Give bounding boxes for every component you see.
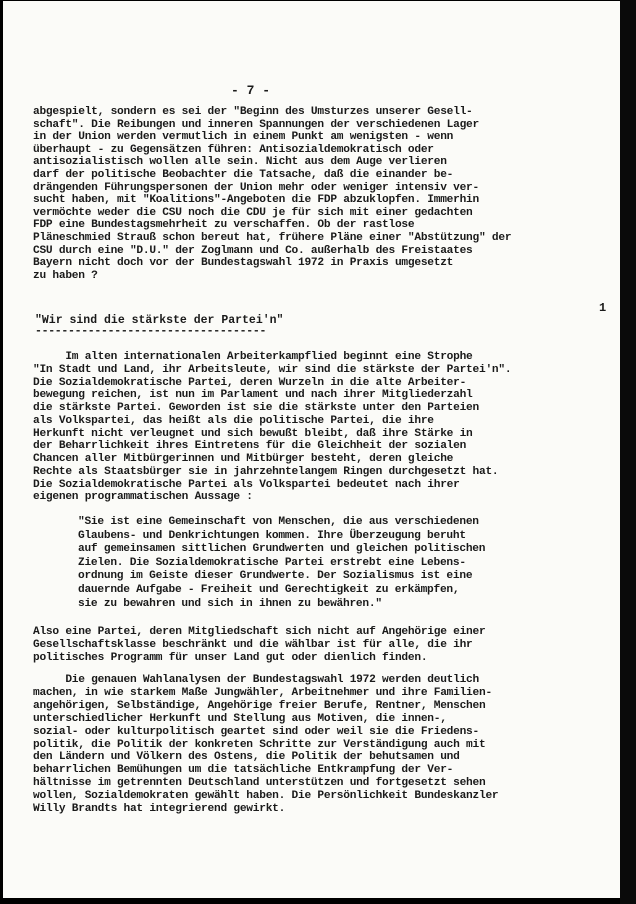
text-line: drängenden Führungspersonen der Union mehr oder weniger intensiv ver- — [33, 181, 479, 194]
text-line: antisozialistisch wollen alle sein. Nicht aus dem Auge verlieren — [33, 156, 447, 169]
text-line: zu haben ? — [33, 269, 98, 282]
text-line: vermöchte weder die CSU noch die CDU je für sich mit einer gedachten — [33, 206, 473, 219]
document-page — [3, 1, 620, 898]
section-heading: "Wir sind die stärkste der Partei'n" — [35, 314, 284, 327]
text-line: überhaupt - zu Gegensätzen führen: Antisozialdemokratisch oder — [33, 143, 434, 156]
text-line: Rechte als Staatsbürger sie in jahrzehntelangem Ringen durchgesetzt hat. — [33, 465, 499, 478]
text-line: Die Sozialdemokratische Partei als Volkspartei bedeutet nach ihrer — [33, 478, 460, 491]
text-line: ordnung im Geiste dieser Grundwerte. Der Sozialismus ist eine — [78, 570, 473, 583]
text-line: bewegung reichen, ist nun im Parlament und nach ihrer Mitgliederzahl — [33, 389, 473, 402]
text-line: eigenen programmatischen Aussage : — [33, 491, 253, 504]
text-line: Die Sozialdemokratische Partei, deren Wurzeln in die alte Arbeiter- — [33, 376, 467, 389]
text-line: CSU durch eine "D.U." der Zoglmann und Co. außerhalb des Freistaates — [33, 244, 473, 257]
scan-edge — [620, 0, 636, 904]
text-line: Pläneschmied Strauß schon bereut hat, frühere Pläne einer "Abstützung" der — [33, 232, 512, 244]
page-number: - 7 - — [231, 83, 271, 98]
text-line: politisches Programm für unser Land gut oder dienlich finden. — [33, 652, 428, 665]
heading-underline: ----------------------------------- — [35, 325, 267, 338]
text-line: "In Stadt und Land, ihr Arbeitsleute, wir sind die stärkste der Partei'n". — [33, 363, 512, 376]
text-line: Chancen aller Mitbürgerinnen und Mitbürger besteht, deren gleiche — [33, 453, 454, 465]
text-line: sucht haben, mit "Koalitions"-Angeboten die FDP abzuklopfen. Immerhin — [33, 194, 479, 207]
text-line: der Beharrlichkeit ihres Eintretens für die Gleichheit der sozialen — [33, 440, 467, 453]
text-line: Bayern nicht doch vor der Bundestagswahl 1972 in Praxis umgesetzt — [33, 257, 454, 270]
text-line: sie zu bewahren und sich in ihnen zu bewähren." — [78, 597, 382, 610]
text-line: "Sie ist eine Gemeinschaft von Menschen, die aus verschiedenen — [78, 516, 479, 528]
text-line: auf gemeinsamen sittlichen Grundwerten und gleichen politischen — [78, 543, 486, 556]
text-line: schaft". Die Reibungen und inneren Spannungen der verschiedenen Lager — [33, 118, 479, 131]
text-line: politik, die Politik der konkreten Schritte zur Verständigung auch mit — [33, 738, 486, 751]
text-line: in der Union werden vermutlich in einem Punkt am wenigsten - wenn — [33, 131, 454, 144]
text-line: machen, in wie starkem Maße Jungwähler, Arbeitnehmer und ihre Familien- — [33, 686, 492, 699]
text-line: Glaubens- und Denkrichtungen kommen. Ihre Überzeugung beruht — [78, 529, 466, 542]
text-line: die stärkste Partei. Geworden ist sie die stärkste unter den Parteien — [33, 402, 479, 414]
text-line: Also eine Partei, deren Mitgliedschaft sich nicht auf Angehörige einer — [33, 626, 486, 638]
text-line: Willy Brandts hat integrierend gewirkt. — [33, 803, 286, 815]
text-line: Die genauen Wahlanalysen der Bundestagswahl 1972 werden deutlich — [33, 674, 479, 686]
text-line: Im alten internationalen Arbeiterkampflied beginnt eine Strophe — [33, 351, 473, 363]
text-line: FDP eine Bundestagsmehrheit zu verschaffen. Ob der rastlose — [33, 219, 415, 232]
text-line: Gesellschaftsklasse beschränkt und die wählbar ist für alle, die ihr — [33, 639, 473, 652]
text-line: wollen, Sozialdemokraten gewählt haben. Die Persönlichkeit Bundeskanzler — [33, 790, 499, 803]
margin-mark: 1 — [599, 301, 607, 315]
text-line: dauernde Aufgabe - Freiheit und Gerechtigkeit zu erkämpfen, — [78, 584, 460, 596]
text-line: abgespielt, sondern es sei der "Beginn des Umsturzes unserer Gesell- — [33, 106, 473, 118]
text-line: als Volkspartei, das heißt als die politische Partei, die ihre — [33, 414, 434, 427]
text-line: angehörigen, Selbständige, Angehörige freier Berufe, Rentner, Menschen — [33, 699, 486, 712]
text-line: Zielen. Die Sozialdemokratische Partei erstrebt eine Lebens- — [78, 556, 466, 569]
text-line: darf der politische Beobachter die Tatsache, daß die einander be- — [33, 169, 454, 181]
text-line: hältnisse im getrennten Deutschland unterstützen und fortgesetzt sehen — [33, 777, 486, 790]
text-line: unterschiedlicher Herkunft und Stellung aus Motiven, die innen-, — [33, 712, 447, 725]
text-line: den Ländern und Völkern des Ostens, die Politik der behutsamen und — [33, 751, 460, 764]
text-line: beharrlichen Bemühungen um die tatsächliche Entkrampfung der Ver- — [33, 764, 454, 777]
text-line: Herkunft nicht verleugnet und sich bewußt bleibt, daß ihre Stärke in — [33, 427, 473, 440]
text-line: sozial- oder kulturpolitisch geartet sind oder weil sie die Friedens- — [33, 725, 479, 738]
